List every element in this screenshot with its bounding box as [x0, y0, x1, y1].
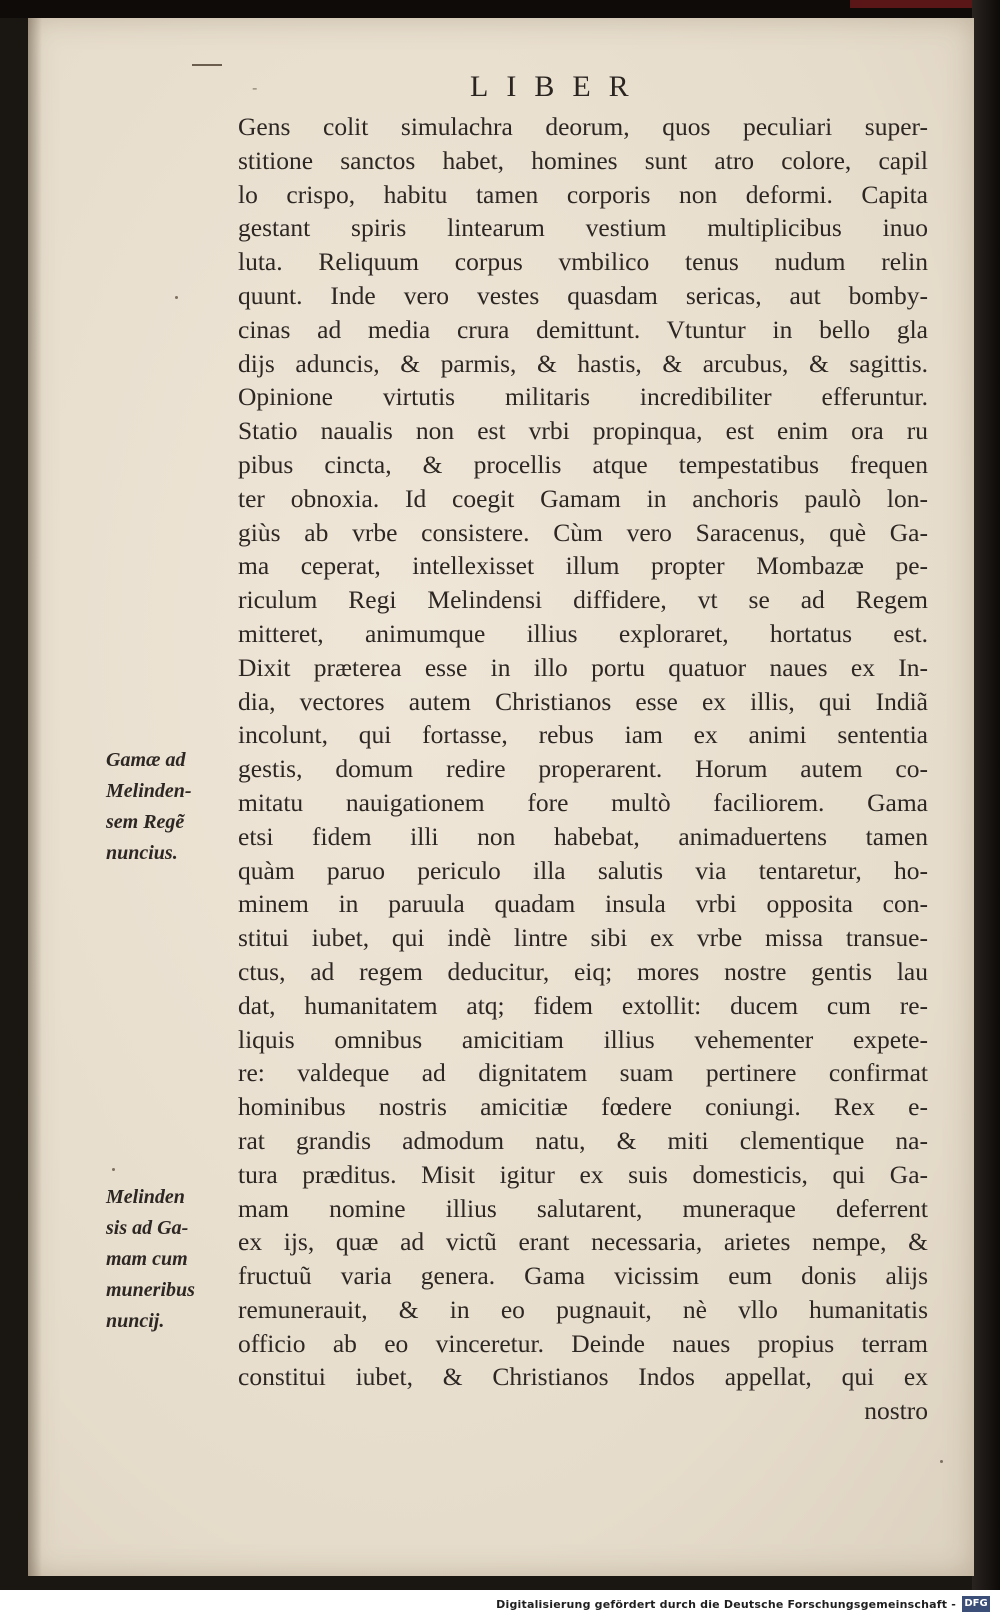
- marginal-note-line: nuncij.: [106, 1310, 165, 1332]
- text-line: ter obnoxia. Id coegit Gamam in anchoris paulò lon-: [238, 483, 928, 513]
- page-mark: [192, 64, 222, 66]
- text-line: re: valdeque ad dignitatem suam pertinere confirmat: [238, 1058, 928, 1088]
- paper-speck: [175, 296, 178, 299]
- marginal-note-line: sis ad Ga-: [106, 1217, 189, 1239]
- text-line: ctus, ad regem deducitur, eiq; mores nostre gentis lau: [238, 956, 928, 986]
- text-line: luta. Reliquum corpus vmbilico tenus nudum relin: [238, 247, 928, 277]
- marginal-note-line: mam cum: [106, 1248, 188, 1270]
- marginal-note: [106, 1182, 228, 1337]
- text-line: gestis, domum redire properarent. Horum autem co-: [238, 754, 928, 784]
- text-line: etsi fidem illi non habebat, animaduertens tamen: [238, 821, 928, 851]
- dfg-logo: DFG: [962, 1596, 990, 1612]
- catchword: nostro: [864, 1396, 928, 1426]
- marginal-note-line: Gamæ ad: [106, 749, 186, 771]
- text-line: minem in paruula quadam insula vrbi opposita con-: [238, 889, 928, 919]
- text-line: tura præditus. Misit igitur ex suis domesticis, qui Ga-: [238, 1159, 928, 1189]
- text-line: stitione sanctos habet, homines sunt atro colore, capil: [238, 145, 928, 175]
- text-line: hominibus nostris amicitiæ fœdere coniungi. Rex e-: [238, 1092, 928, 1122]
- marginal-note-line: muneribus: [106, 1279, 195, 1301]
- text-line: officio ab eo vinceretur. Deinde naues propius terram: [238, 1328, 928, 1358]
- text-line: liquis omnibus amicitiam illius vehementer expete-: [238, 1024, 928, 1054]
- body-text: [238, 110, 928, 1428]
- gutter-shadow: [28, 18, 42, 1576]
- text-line: lo crispo, habitu tamen corporis non deformi. Capita: [238, 179, 928, 209]
- text-line: mitteret, animumque illius exploraret, hortatus est.: [238, 618, 928, 648]
- text-line: pibus cincta, & procellis atque tempestatibus frequen: [238, 449, 928, 479]
- text-line: quunt. Inde vero vestes quasdam sericas, aut bomby-: [238, 280, 928, 310]
- footer-credit: Digitalisierung gefördert durch die Deutsche Forschungsgemeinschaft -: [496, 1598, 956, 1611]
- text-line: Opinione virtutis militaris incredibiliter efferuntur.: [238, 382, 928, 412]
- footer-bar: [0, 1590, 1000, 1621]
- paper-speck: [112, 1168, 115, 1171]
- text-line: constitui iubet, & Christianos Indos appellat, qui ex: [238, 1362, 928, 1392]
- text-line: giùs ab vrbe consistere. Cùm vero Saracenus, què Ga-: [238, 517, 928, 547]
- text-line: riculum Regi Melindensi diffidere, vt se ad Regem: [238, 585, 928, 615]
- text-line: Statio naualis non est vrbi propinqua, est enim ora ru: [238, 416, 928, 446]
- text-line: dia, vectores autem Christianos esse ex illis, qui Indiã: [238, 686, 928, 716]
- text-line: cinas ad media crura demittunt. Vtuntur in bello gla: [238, 314, 928, 344]
- text-line: Dixit præterea esse in illo portu quatuor naues ex In-: [238, 652, 928, 682]
- text-line: dat, humanitatem atq; fidem extollit: ducem cum re-: [238, 990, 928, 1020]
- paper-speck: [940, 1460, 943, 1463]
- running-head: LIBER: [470, 70, 647, 103]
- text-line: dijs aduncis, & parmis, & hastis, & arcubus, & sagittis.: [238, 348, 928, 378]
- text-line: mam nomine illius salutarent, muneraque deferrent: [238, 1193, 928, 1223]
- running-head-ornament: -: [252, 78, 258, 97]
- text-line: incolunt, qui fortasse, rebus iam ex animi sententia: [238, 720, 928, 750]
- text-line: rat grandis admodum natu, & miti clementique na-: [238, 1125, 928, 1155]
- text-line: stitui iubet, qui indè lintre sibi ex vrbe missa transue-: [238, 923, 928, 953]
- marginal-note-line: sem Regẽ: [106, 811, 185, 833]
- text-line: ma ceperat, intellexisset illum propter Mombazæ pe-: [238, 551, 928, 581]
- text-line: fructuũ varia genera. Gama vicissim eum donis alijs: [238, 1261, 928, 1291]
- text-line: ex ijs, quæ ad victũ erant necessaria, arietes nempe, &: [238, 1227, 928, 1257]
- text-line: remunerauit, & in eo pugnauit, nè vllo humanitatis: [238, 1294, 928, 1324]
- text-line: mitatu nauigationem fore multò faciliorem. Gama: [238, 787, 928, 817]
- marginal-note-line: nuncius.: [106, 842, 178, 864]
- text-line: quàm paruo periculo illa salutis via tentaretur, ho-: [238, 855, 928, 885]
- text-line: Gens colit simulachra deorum, quos peculiari super-: [238, 112, 928, 141]
- marginal-note-line: Melinden: [106, 1186, 185, 1208]
- marginal-note-line: Melinden-: [106, 780, 192, 802]
- text-line: gestant spiris lintearum vestium multiplicibus inuo: [238, 213, 928, 243]
- book-fore-edge: [972, 0, 1000, 1590]
- marginal-note: [106, 745, 228, 869]
